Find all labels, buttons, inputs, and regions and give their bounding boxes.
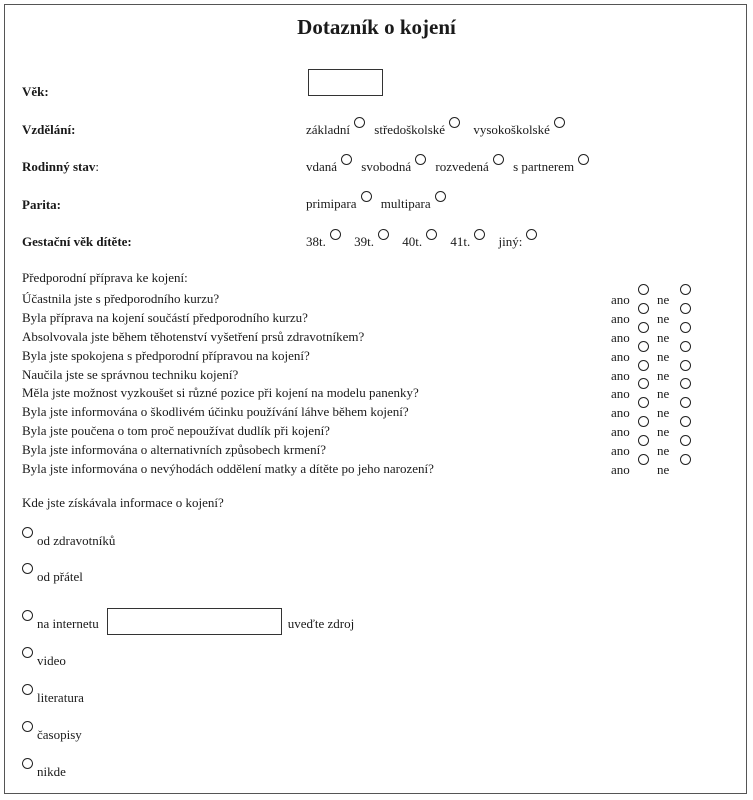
marital-option-married[interactable]: vdaná (306, 154, 352, 175)
yes-radio-icon[interactable] (638, 341, 649, 352)
form-title: Dotazník o kojení (297, 15, 456, 39)
education-option-secondary[interactable]: středoškolské (374, 117, 460, 138)
yes-label: ano (611, 367, 630, 383)
yes-label: ano (611, 443, 630, 459)
parity-options (306, 191, 452, 212)
prenatal-question: Absolvovala jste během těhotenství vyšetření prsů zdravotníkem? (22, 328, 365, 344)
prenatal-question: Byla jste spokojena s předporodní přípravou na kojení? (22, 347, 310, 363)
radio-icon[interactable] (22, 721, 33, 732)
radio-icon[interactable] (415, 154, 426, 165)
no-radio-icon[interactable] (680, 435, 691, 446)
no-radio-icon[interactable] (680, 454, 691, 465)
source-option-nowhere[interactable]: nikde (22, 758, 66, 780)
source-option-health-workers[interactable]: od zdravotníků (22, 527, 115, 549)
prenatal-question: Byla jste informována o škodlivém účinku používání láhve během kojení? (22, 404, 409, 420)
marital-options (306, 154, 595, 175)
radio-icon[interactable] (526, 229, 537, 240)
prenatal-row (22, 306, 722, 325)
radio-icon[interactable] (22, 647, 33, 658)
no-radio-icon[interactable] (680, 341, 691, 352)
prenatal-question: Byla příprava na kojení součástí předporodního kurzu? (22, 309, 308, 325)
prenatal-question: Byla jste informována o alternativních způsobech krmení? (22, 442, 326, 458)
yes-radio-icon[interactable] (638, 378, 649, 389)
source-option-magazines[interactable]: časopisy (22, 721, 82, 743)
source-option-friends[interactable]: od přátel (22, 563, 83, 585)
yes-label: ano (611, 462, 630, 478)
education-options (306, 117, 571, 138)
parity-label: Parita: (22, 197, 61, 212)
radio-icon[interactable] (474, 229, 485, 240)
age-input[interactable] (308, 69, 383, 96)
prenatal-row (22, 457, 722, 476)
radio-icon[interactable] (378, 229, 389, 240)
no-label: ne (657, 462, 670, 478)
yes-radio-icon[interactable] (638, 454, 649, 465)
internet-source-hint: uveďte zdroj (287, 616, 355, 631)
prenatal-questions (22, 287, 722, 476)
gestation-options (306, 229, 543, 250)
no-radio-icon[interactable] (680, 416, 691, 427)
source-option-literature[interactable]: literatura (22, 684, 84, 706)
parity-option-primipara[interactable]: primipara (306, 191, 372, 212)
yes-label: ano (611, 310, 630, 326)
gestation-label: Gestační věk dítěte: (22, 234, 132, 249)
yes-radio-icon[interactable] (638, 397, 649, 408)
prenatal-question: Byla jste poučena o tom proč nepoužívat dudlík při kojení? (22, 423, 330, 439)
marital-option-divorced[interactable]: rozvedená (435, 154, 503, 175)
prenatal-row (22, 419, 722, 438)
radio-icon[interactable] (22, 527, 33, 538)
no-label: ne (657, 292, 670, 307)
prenatal-row (22, 325, 722, 344)
no-label: ne (657, 424, 670, 440)
education-label: Vzdělání: (22, 122, 76, 137)
prenatal-row (22, 400, 722, 419)
parity-option-multipara[interactable]: multipara (381, 191, 446, 212)
no-label: ne (657, 386, 670, 402)
radio-icon[interactable] (341, 154, 352, 165)
marital-option-single[interactable]: svobodná (361, 154, 426, 175)
yes-label: ano (611, 424, 630, 440)
gestation-option-41[interactable]: 41t. (450, 229, 485, 250)
prenatal-question: Měla jste možnost vyzkoušet si různé pozice při kojení na modelu panenky? (22, 385, 419, 401)
prenatal-row (22, 363, 722, 382)
marital-option-partner[interactable]: s partnerem (513, 154, 589, 175)
radio-icon[interactable] (361, 191, 372, 202)
yes-label: ano (611, 386, 630, 402)
prenatal-row (22, 438, 722, 457)
education-option-basic[interactable]: základní (306, 117, 365, 138)
yes-radio-icon[interactable] (638, 322, 649, 333)
no-radio-icon[interactable] (680, 378, 691, 389)
radio-icon[interactable] (354, 117, 365, 128)
gestation-option-39[interactable]: 39t. (354, 229, 389, 250)
prenatal-row (22, 381, 722, 400)
marital-label: Rodinný stav: (22, 159, 99, 174)
no-label: ne (657, 405, 670, 421)
yes-label: ano (611, 348, 630, 364)
gestation-option-40[interactable]: 40t. (402, 229, 437, 250)
prenatal-question: Naučila jste se správnou techniku kojení? (22, 366, 239, 382)
prenatal-row (22, 287, 722, 306)
yes-radio-icon[interactable] (638, 360, 649, 371)
radio-icon[interactable] (578, 154, 589, 165)
no-radio-icon[interactable] (680, 397, 691, 408)
no-label: ne (657, 310, 670, 326)
radio-icon[interactable] (435, 191, 446, 202)
no-radio-icon[interactable] (680, 322, 691, 333)
radio-icon[interactable] (493, 154, 504, 165)
yes-label: ano (611, 292, 630, 307)
yes-radio-icon[interactable] (638, 303, 649, 314)
yes-radio-icon[interactable] (638, 416, 649, 427)
radio-icon[interactable] (554, 117, 565, 128)
radio-icon[interactable] (426, 229, 437, 240)
yes-label: ano (611, 329, 630, 345)
yes-label: ano (611, 405, 630, 421)
prenatal-row (22, 344, 722, 363)
gestation-option-38[interactable]: 38t. (306, 229, 341, 250)
no-label: ne (657, 367, 670, 383)
source-option-video[interactable]: video (22, 647, 66, 669)
no-radio-icon[interactable] (680, 284, 691, 295)
no-label: ne (657, 329, 670, 345)
no-radio-icon[interactable] (680, 303, 691, 314)
radio-icon[interactable] (22, 684, 33, 695)
yes-radio-icon[interactable] (638, 435, 649, 446)
info-sources-question: Kde jste získávala informace o kojení? (22, 495, 224, 510)
radio-icon[interactable] (449, 117, 460, 128)
radio-icon[interactable] (22, 758, 33, 769)
internet-source-input[interactable] (107, 608, 282, 635)
no-label: ne (657, 348, 670, 364)
prenatal-question: Byla jste informována o nevýhodách oddělení matky a dítěte po jeho narození? (22, 461, 434, 477)
gestation-option-other[interactable]: jiný: (499, 229, 538, 250)
radio-icon[interactable] (22, 563, 33, 574)
yes-radio-icon[interactable] (638, 284, 649, 295)
radio-icon[interactable] (330, 229, 341, 240)
no-label: ne (657, 443, 670, 459)
age-label: Věk: (22, 84, 49, 99)
prenatal-heading: Předporodní příprava ke kojení: (22, 270, 188, 285)
education-option-university[interactable]: vysokoškolské (473, 117, 565, 138)
source-option-internet[interactable]: na internetu uveďte zdroj (22, 610, 354, 635)
no-radio-icon[interactable] (680, 360, 691, 371)
radio-icon[interactable] (22, 610, 33, 621)
prenatal-question: Účastnila jste s předporodního kurzu? (22, 291, 220, 306)
